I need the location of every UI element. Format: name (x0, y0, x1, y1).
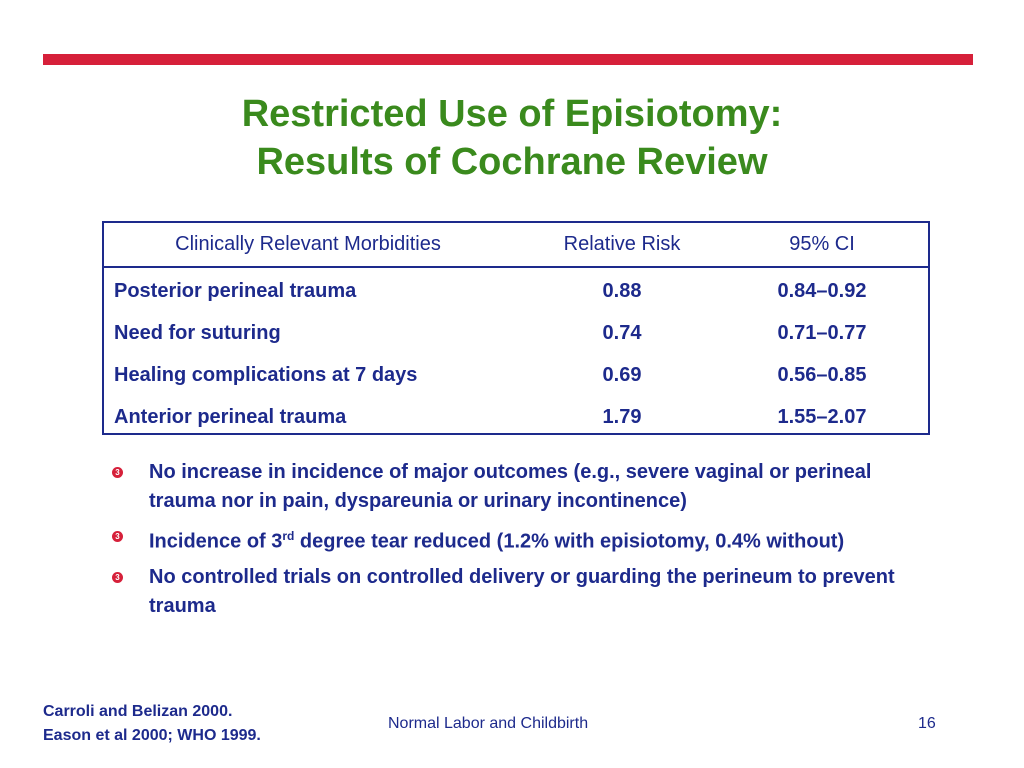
table-row (104, 354, 928, 396)
bullet-item (112, 458, 942, 516)
cell-ci: 0.84–0.92 (777, 279, 867, 302)
bullet-text (149, 522, 942, 557)
header-morbidities: Clinically Relevant Morbidities (175, 233, 441, 255)
slide-title (0, 90, 1024, 186)
cell-morbidity: Healing complications at 7 days (114, 363, 418, 386)
header-ci: 95% CI (789, 233, 855, 255)
reference-line-1: Carroli and Belizan 2000. (43, 703, 233, 720)
cell-relative-risk: 0.74 (602, 321, 642, 344)
cell-morbidity: Posterior perineal trauma (114, 279, 357, 302)
slide-title-line-1: Restricted Use of Episiotomy: (241, 93, 783, 135)
morbidity-table (102, 221, 930, 435)
reference-line-2: Eason et al 2000; WHO 1999. (43, 727, 261, 744)
cell-morbidity: Need for suturing (114, 321, 281, 344)
footer-references (43, 700, 261, 748)
superscript-rd: rd (282, 529, 295, 543)
numbered-circle-3-icon: 3 (112, 531, 123, 542)
cell-morbidity: Anterior perineal trauma (114, 405, 347, 428)
bullet-text-part: Incidence of 3 (149, 530, 283, 553)
table-row (104, 396, 928, 438)
table-row (104, 312, 928, 354)
cell-relative-risk: 1.79 (602, 405, 642, 428)
bullet-text-part: degree tear reduced (1.2% with episiotomy, 0.4% without) (294, 530, 845, 553)
numbered-circle-3-icon: 3 (112, 467, 123, 478)
footer-title: Normal Labor and Childbirth (388, 715, 589, 732)
cell-relative-risk: 0.69 (602, 363, 642, 386)
top-accent-bar (43, 54, 973, 65)
numbered-circle-3-icon: 3 (112, 572, 123, 583)
bullet-list (112, 458, 942, 627)
page-number: 16 (918, 715, 936, 732)
bullet-text: No controlled trials on controlled delivery or guarding the perineum to prevent trauma (149, 565, 895, 617)
header-relative-risk: Relative Risk (563, 233, 681, 255)
cell-ci: 1.55–2.07 (777, 405, 867, 428)
bullet-item (112, 522, 942, 557)
bullet-item (112, 563, 942, 621)
slide-title-line-2: Results of Cochrane Review (256, 141, 768, 183)
table-header-row (104, 223, 928, 268)
cell-ci: 0.56–0.85 (777, 363, 867, 386)
bullet-text: No increase in incidence of major outcomes (e.g., severe vaginal or perineal trauma nor in pain, dyspareunia or urinary incontinence) (149, 461, 872, 512)
cell-relative-risk: 0.88 (602, 279, 642, 302)
table-row (104, 270, 928, 312)
cell-ci: 0.71–0.77 (777, 321, 867, 344)
table-body (104, 268, 928, 438)
